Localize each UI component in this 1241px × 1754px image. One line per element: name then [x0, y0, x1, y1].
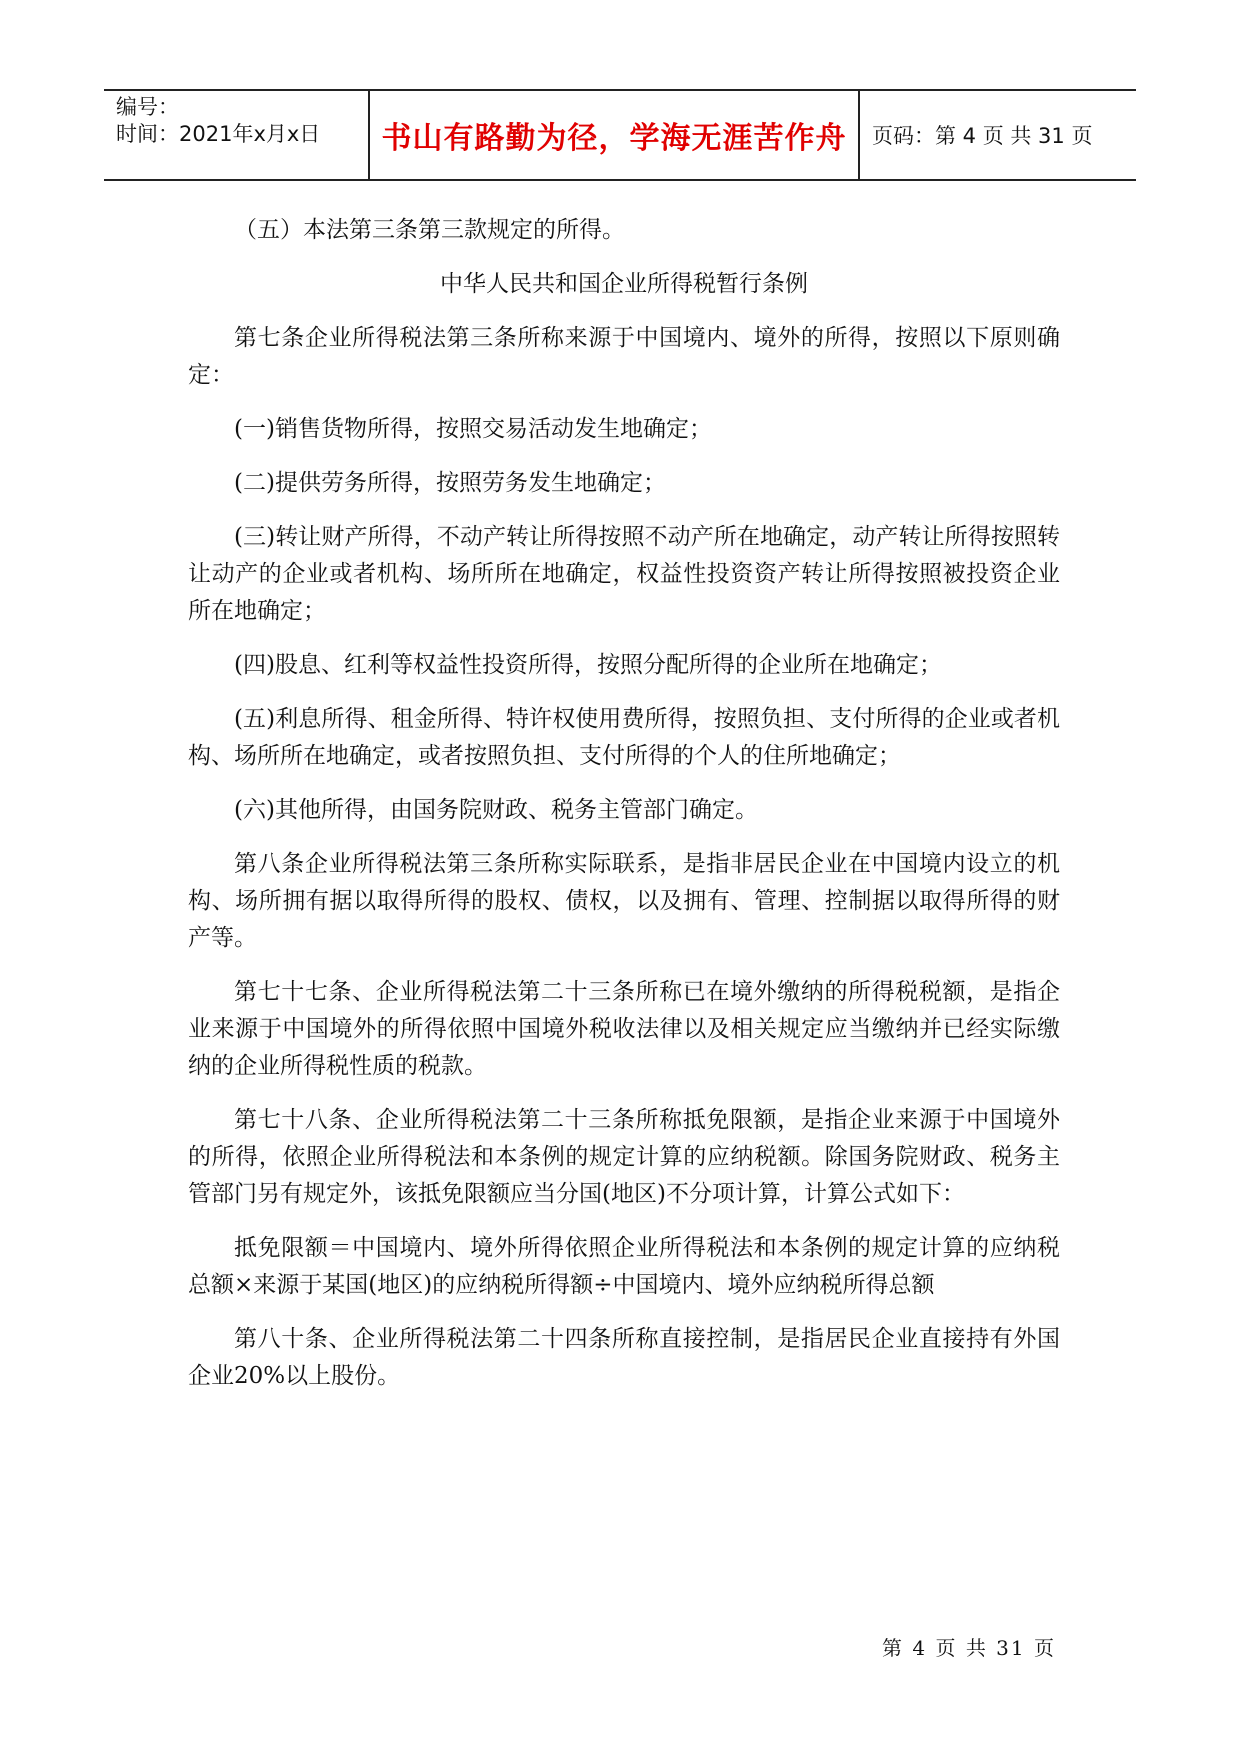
article-78: 第七十八条、企业所得税法第二十三条所称抵免限额，是指企业来源于中国境外的所得，依照企业所得税法和本条例的规定计算的应纳税额。除国务院财政、税务主管部门另有规定外，该抵免限额应当分国(地区)不分项计算，计算公式如下： [188, 1107, 1060, 1207]
article-7-item-2: (二)提供劳务所得，按照劳务发生地确定； [234, 470, 666, 496]
article-8: 第八条企业所得税法第三条所称实际联系，是指非居民企业在中国境内设立的机构、场所拥有据以取得所得的股权、债权，以及拥有、管理、控制据以取得所得的财产等。 [188, 851, 1060, 951]
article-80: 第八十条、企业所得税法第二十四条所称直接控制，是指居民企业直接持有外国企业20%以上股份。 [188, 1326, 1060, 1389]
article-7-item-3: (三)转让财产所得，不动产转让所得按照不动产所在地确定，动产转让所得按照转让动产的企业或者机构、场所所在地确定，权益性投资资产转让所得按照被投资企业所在地确定； [188, 524, 1060, 624]
article-7-item-1: (一)销售货物所得，按照交易活动发生地确定； [234, 416, 712, 442]
article-7-item-6: (六)其他所得，由国务院财政、税务主管部门确定。 [234, 797, 758, 823]
section-title: 中华人民共和国企业所得税暂行条例 [440, 271, 808, 297]
article-7: 第七条企业所得税法第三条所称来源于中国境内、境外的所得，按照以下原则确定： [188, 325, 1060, 388]
article-7-item-5: (五)利息所得、租金所得、特许权使用费所得，按照负担、支付所得的企业或者机构、场所所在地确定，或者按照负担、支付所得的个人的住所地确定； [188, 706, 1060, 769]
paragraph-item-5: （五）本法第三条第三款规定的所得。 [234, 217, 625, 243]
header-page-code: 页码：第 4 页 共 31 页 [872, 124, 1093, 148]
header-motto: 书山有路勤为径，学海无涯苦作舟 [381, 121, 847, 156]
document-body [188, 212, 1060, 1412]
article-7-item-4: (四)股息、红利等权益性投资所得，按照分配所得的企业所在地确定； [234, 652, 942, 678]
document-header [104, 89, 1136, 181]
document-time: 时间：2021年x月x日 [116, 122, 321, 146]
article-77: 第七十七条、企业所得税法第二十三条所称已在境外缴纳的所得税税额，是指企业来源于中国境外的所得依照中国境外税收法律以及相关规定应当缴纳并已经实际缴纳的企业所得税性质的税款。 [188, 979, 1060, 1079]
credit-limit-formula: 抵免限额＝中国境内、境外所得依照企业所得税法和本条例的规定计算的应纳税总额×来源于某国(地区)的应纳税所得额÷中国境内、境外应纳税所得总额 [188, 1235, 1060, 1298]
page-footer: 第 4 页 共 31 页 [882, 1636, 1056, 1660]
header-meta [116, 91, 368, 182]
document-number-label: 编号： [116, 95, 179, 119]
header-divider-right [858, 91, 860, 179]
